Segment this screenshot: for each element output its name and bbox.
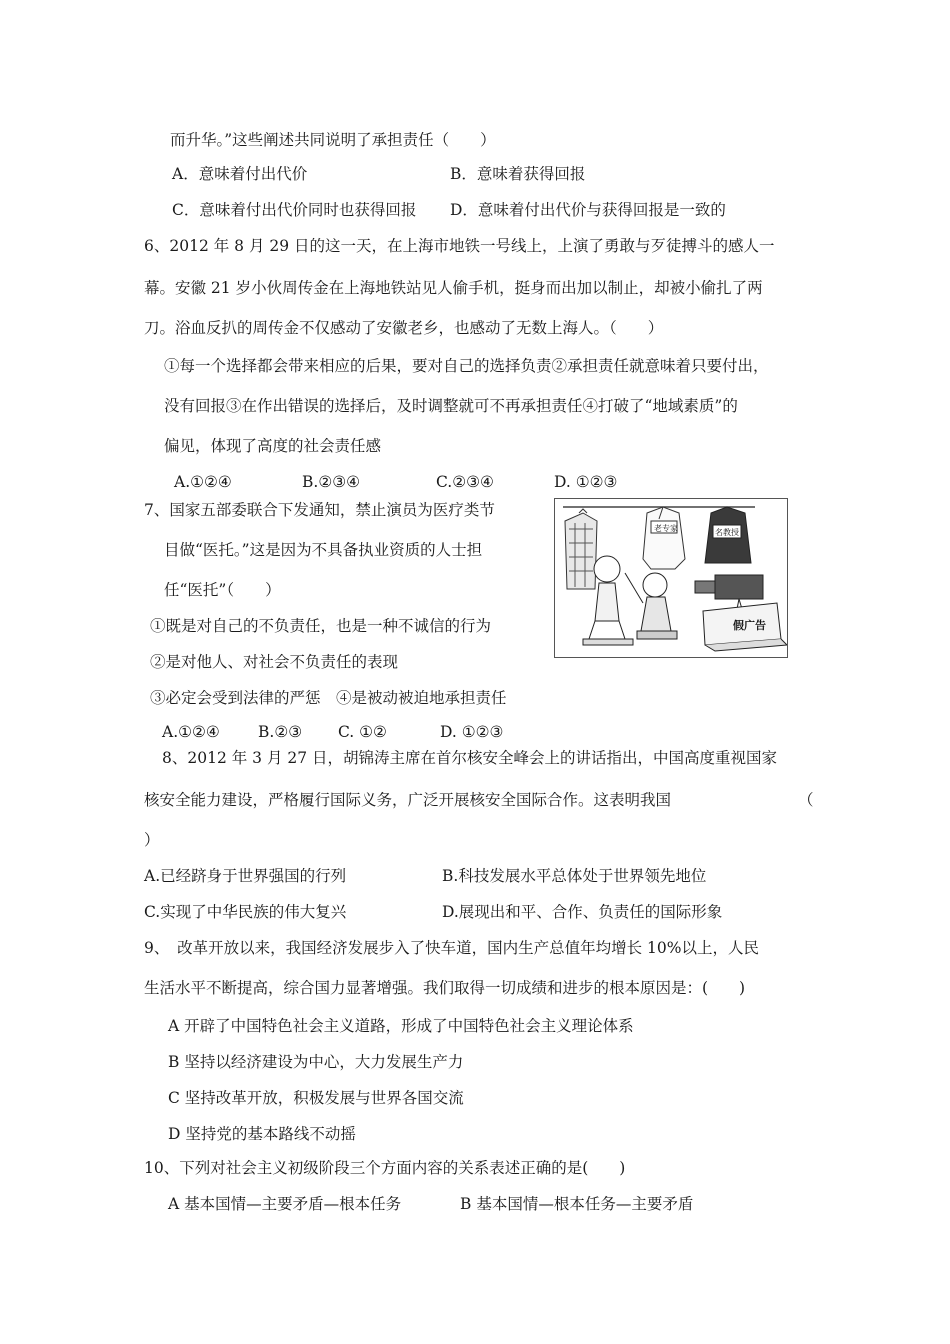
q8-option-c: C.实现了中华民族的伟大复兴	[144, 903, 347, 921]
q10-option-a: A 基本国情—主要矛盾—根本任务	[168, 1195, 402, 1213]
fake-doctor-ad-cartoon	[554, 498, 788, 658]
q6-stem-line-3: 刀。浴血反扒的周传金不仅感动了安徽老乡，也感动了无数上海人。（ ）	[144, 319, 664, 337]
q8-option-d: D.展现出和平、合作、负责任的国际形象	[442, 903, 723, 921]
label-expert: 老专家	[654, 524, 678, 533]
q10-stem-line-1: 10、下列对社会主义初级阶段三个方面内容的关系表述正确的是( )	[144, 1159, 626, 1177]
q6-option-a: A.①②④	[174, 473, 232, 491]
q6-option-b: B.②③④	[302, 473, 361, 491]
doctor-coat	[643, 507, 685, 569]
q8-option-a: A.已经跻身于世界强国的行列	[144, 867, 347, 885]
plaid-shirt	[565, 509, 597, 589]
q6-option-c: C.②③④	[436, 473, 494, 491]
q8-stem-line-1: 8、2012 年 3 月 27 日，胡锦涛主席在首尔核安全峰会上的讲话指出，中国高度重视国家	[162, 749, 778, 767]
q7-option-a: A.①②④	[162, 723, 220, 741]
q5-option-c: C．意味着付出代价同时也获得回报	[172, 201, 417, 219]
q6-item-line-1: ①每一个选择都会带来相应的后果，要对自己的选择负责②承担责任就意味着只要付出，	[164, 357, 769, 375]
q6-option-d: D. ①②③	[554, 473, 618, 491]
label-fake-ad: 假广告	[733, 619, 766, 632]
q7-item-line-1: ①既是对自己的不负责任，也是一种不诚信的行为	[150, 617, 492, 635]
q7-stem-line-1: 7、国家五部委联合下发通知，禁止演员为医疗类节	[144, 501, 495, 519]
q8-paren-open: （	[798, 791, 814, 809]
q9-option-b: B 坚持以经济建设为中心，大力发展生产力	[168, 1053, 464, 1071]
q6-item-line-2: 没有回报③在作出错误的选择后，及时调整就可不再承担责任④打破了“地域素质”的	[164, 397, 738, 415]
q9-stem-line-1: 9、 改革开放以来，我国经济发展步入了快车道，国内生产总值年均增长 10%以上，人民	[144, 939, 759, 957]
q8-option-b: B.科技发展水平总体处于世界领先地位	[442, 867, 707, 885]
q9-option-d: D 坚持党的基本路线不动摇	[168, 1125, 356, 1143]
q7-stem-line-2: 目做“医托。”这是因为不具备执业资质的人士担	[164, 541, 483, 559]
q8-paren-close: ）	[144, 831, 160, 849]
q6-stem-line-1: 6、2012 年 8 月 29 日的这一天，在上海市地铁一号线上，上演了勇敢与歹徒搏斗的感人一	[144, 237, 775, 255]
q5-option-a: A．意味着付出代价	[172, 165, 308, 183]
q6-item-line-3: 偏见，体现了高度的社会责任感	[164, 437, 382, 455]
cartoon-drawing	[555, 499, 787, 657]
q5-option-d: D．意味着付出代价与获得回报是一致的	[450, 201, 726, 219]
q8-stem-line-2: 核安全能力建设，严格履行国际义务，广泛开展核安全国际合作。这表明我国	[144, 791, 672, 809]
label-professor: 名教授	[715, 528, 739, 537]
q5-stem-tail: 而升华。”这些阐述共同说明了承担责任（ ）	[170, 131, 496, 149]
q6-stem-line-2: 幕。安徽 21 岁小伙周传金在上海地铁站见人偷手机，挺身而出加以制止，却被小偷扎了两	[144, 279, 763, 297]
q9-option-a: A 开辟了中国特色社会主义道路，形成了中国特色社会主义理论体系	[168, 1017, 634, 1035]
q10-option-b: B 基本国情—根本任务—主要矛盾	[460, 1195, 694, 1213]
q7-option-b: B.②③	[258, 723, 303, 741]
q7-stem-line-3: 任“医托”（ ）	[164, 581, 281, 599]
q5-option-b: B．意味着获得回报	[450, 165, 586, 183]
q9-option-c: C 坚持改革开放，积极发展与世界各国交流	[168, 1089, 464, 1107]
q9-stem-line-2: 生活水平不断提高，综合国力显著增强。我们取得一切成绩和进步的根本原因是：( )	[144, 979, 746, 997]
makeup-artist	[625, 573, 677, 639]
q7-item-line-3: ③必定会受到法律的严惩 ④是被动被迫地承担责任	[150, 689, 507, 707]
q7-option-d: D. ①②③	[440, 723, 504, 741]
q7-item-line-2: ②是对他人、对社会不负责任的表现	[150, 653, 399, 671]
q7-option-c: C. ①②	[338, 723, 387, 741]
